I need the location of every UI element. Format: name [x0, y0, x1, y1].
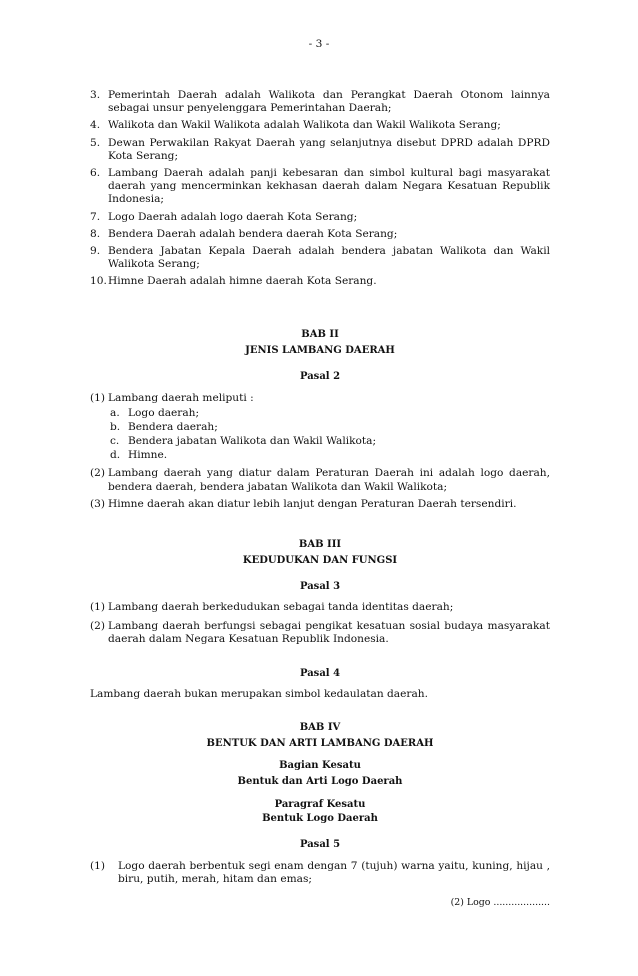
bab4-title: BAB IV: [299, 722, 341, 733]
bab3-title: BAB III: [298, 539, 342, 550]
bab2-title: BAB II: [301, 329, 339, 340]
list-item: 7. Logo Daerah adalah logo daerah Kota Serang;: [90, 210, 358, 223]
list-item: (1) Logo daerah berbentuk segi enam dengan 7 (tujuh) warna yaitu, kuning, hijau , biru, putih, merah, hitam dan emas;: [90, 860, 550, 886]
list-item: (2) Lambang daerah yang diatur dalam Peraturan Daerah ini adalah logo daerah, bendera daerah, bendera jabatan Walikota dan Wakil Walikota;: [90, 467, 550, 493]
pasal2-title: Pasal 2: [299, 371, 341, 382]
pasal4-text: Lambang daerah bukan merupakan simbol kedaulatan daerah.: [90, 688, 428, 700]
list-item: 10. Himne Daerah adalah himne daerah Kota Serang.: [90, 275, 377, 288]
pasal3-body: [90, 601, 550, 651]
bagian-title: Bagian Kesatu: [279, 760, 361, 771]
list-item: 4. Walikota dan Wakil Walikota adalah Walikota dan Wakil Walikota Serang;: [90, 119, 501, 132]
pasal4-title: Pasal 4: [299, 668, 341, 679]
bab3-subtitle: KEDUDUKAN DAN FUNGSI: [242, 555, 398, 566]
list-item: (2) Lambang daerah berfungsi sebagai pengikat kesatuan sosial budaya masyarakat daerah dalam Negara Kesatuan Republik Indonesia.: [90, 620, 550, 646]
list-item: 9. Bendera Jabatan Kepala Daerah adalah bendera jabatan Walikota dan Wakil Walikota Serang;: [90, 245, 550, 271]
pasal5-title: Pasal 5: [299, 839, 341, 850]
list-item: 8. Bendera Daerah adalah bendera daerah Kota Serang;: [90, 227, 398, 240]
page-number: - 3 -: [308, 38, 330, 50]
bab2-subtitle: JENIS LAMBANG DAERAH: [245, 345, 395, 356]
paragraf-subtitle: Bentuk Logo Daerah: [262, 813, 378, 824]
list-item: (1) Lambang daerah meliputi :: [90, 392, 254, 404]
list-item: 5. Dewan Perwakilan Rakyat Daerah yang selanjutnya disebut DPRD adalah DPRD Kota Serang;: [90, 136, 550, 162]
definitions-list: [90, 89, 550, 293]
list-item: 3. Pemerintah Daerah adalah Walikota dan Perangkat Daerah Otonom lainnya sebagai unsur penyelenggara Pemerintahan Daerah;: [90, 89, 550, 115]
list-item: d. Himne.: [110, 448, 168, 461]
paragraf-title: Paragraf Kesatu: [274, 799, 366, 810]
list-item: b. Bendera daerah;: [110, 421, 218, 433]
list-item: (3) Himne daerah akan diatur lebih lanjut dengan Peraturan Daerah tersendiri.: [90, 497, 517, 510]
list-item: a. Logo daerah;: [110, 407, 200, 420]
pasal5-body: [90, 860, 550, 890]
list-item: 6. Lambang Daerah adalah panji kebesaran dan simbol kultural bagi masyarakat daerah yang mencerminkan kekhasan daerah dalam Negara Kesatuan Republik Indonesia;: [90, 167, 550, 206]
bab4-subtitle: BENTUK DAN ARTI LAMBANG DAERAH: [206, 738, 434, 749]
pasal3-title: Pasal 3: [299, 581, 341, 592]
bagian-subtitle: Bentuk dan Arti Logo Daerah: [237, 776, 403, 787]
pasal2-body: [90, 392, 550, 515]
list-item: c. Bendera jabatan Walikota dan Wakil Walikota;: [110, 434, 377, 447]
continuation-note: (2) Logo ...................: [450, 897, 550, 908]
list-item: (1) Lambang daerah berkedudukan sebagai tanda identitas daerah;: [90, 601, 454, 613]
